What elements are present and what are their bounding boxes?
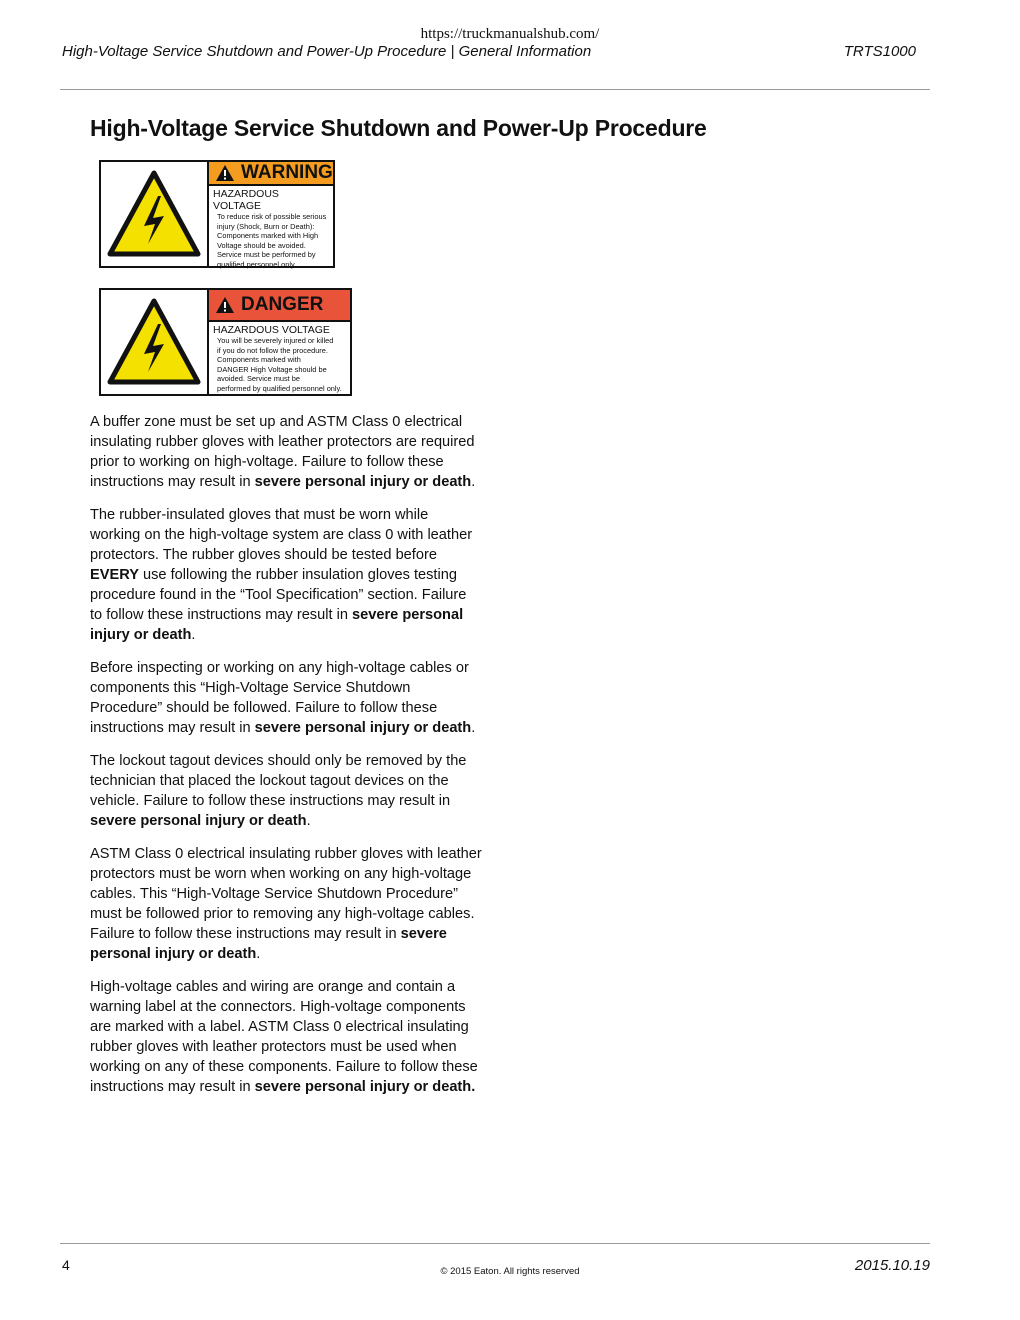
- paragraph-text: .: [191, 627, 196, 643]
- paragraph-text: The rubber-insulated gloves that must be worn while working on the high-voltage system are class 0 with leather protectors. The rubber gloves should be tested before: [90, 507, 473, 563]
- danger-caption: HAZARDOUS VOLTAGE: [213, 324, 330, 336]
- danger-label: DANGER: [241, 294, 324, 315]
- warning-line: qualified personnel only.: [217, 259, 297, 269]
- document-code: TRTS1000: [843, 43, 916, 60]
- paragraph-text: A buffer zone must be set up and ASTM Class 0 electrical insulating rubber gloves with leather protectors are required prior to working on high-voltage. Failure to follow these instructions may result in: [90, 414, 475, 490]
- emphasis: severe personal injury or death: [90, 813, 307, 829]
- emphasis: EVERY: [90, 567, 139, 583]
- warning-text: [209, 212, 333, 270]
- paragraph-text: Before inspecting or working on any high-voltage cables or components this “High-Voltage Service Shutdown Procedure” should be followed. Failure to follow these instructions may result in: [90, 660, 469, 736]
- footer-rule: [60, 1243, 930, 1244]
- paragraph-text: High-voltage cables and wiring are orange and contain a warning label at the connectors. High-voltage components are marked with a label. ASTM Class 0 electrical insulating rubber gloves with leather protectors must be used when working on any of these components. Failure to follow these instructions may result in: [90, 979, 478, 1095]
- paragraph: [90, 751, 482, 831]
- revision-date: 2015.10.19: [854, 1257, 930, 1274]
- paragraph-text: .: [306, 813, 311, 829]
- emphasis: .: [471, 1079, 476, 1095]
- paragraph-text: .: [471, 474, 476, 490]
- page-title: High-Voltage Service Shutdown and Power-Up Procedure: [90, 115, 707, 141]
- paragraph: [90, 658, 482, 738]
- warning-line: Components marked with High: [217, 231, 319, 241]
- source-url[interactable]: https://truckmanualshub.com/: [420, 26, 600, 42]
- warning-line: Service must be performed by: [217, 250, 316, 260]
- paragraph: [90, 505, 482, 645]
- danger-line: performed by qualified personnel only.: [217, 383, 342, 393]
- body-text: [90, 412, 482, 1110]
- paragraph-text: ASTM Class 0 electrical insulating rubber gloves with leather protectors must be worn when working on any high-voltage cables. This “High-Voltage Service Shutdown Procedure” must be followed prior to removing any high-voltage cables. Failure to follow these instructions may result in: [90, 846, 482, 942]
- high-voltage-triangle-icon: [101, 290, 209, 394]
- page-number: 4: [62, 1257, 70, 1273]
- exclamation-triangle-icon: [215, 164, 235, 182]
- emphasis: severe personal injury or death: [254, 1079, 472, 1095]
- danger-line: Components marked with: [217, 355, 301, 365]
- emphasis: severe personal injury or death: [254, 474, 472, 490]
- warning-line: Voltage should be avoided.: [217, 240, 306, 250]
- warning-sign: [99, 160, 335, 268]
- paragraph: [90, 412, 482, 492]
- warning-band: [209, 162, 333, 186]
- paragraph-text: use following the rubber insulation gloves testing procedure found in the “Tool Specification” section. Failure to follow these instructions may result in: [90, 567, 467, 623]
- header-rule: [60, 89, 930, 90]
- copyright: © 2015 Eaton. All rights reserved: [440, 1266, 580, 1277]
- danger-line: avoided. Service must be: [217, 374, 300, 384]
- emphasis: severe personal injury or death: [90, 607, 464, 643]
- warning-label: WARNING: [241, 162, 333, 183]
- exclamation-triangle-icon: [215, 296, 235, 314]
- paragraph: [90, 977, 482, 1097]
- paragraph-text: .: [256, 946, 261, 962]
- paragraph-text: The lockout tagout devices should only be removed by the technician that placed the lockout tagout devices on the vehicle. Failure to follow these instructions may result in: [90, 753, 467, 809]
- danger-line: You will be severely injured or killed: [217, 336, 334, 345]
- warning-line: To reduce risk of possible serious: [217, 212, 327, 221]
- danger-band: [209, 290, 350, 322]
- paragraph-text: .: [471, 720, 476, 736]
- warning-line: injury (Shock, Burn or Death):: [217, 221, 315, 231]
- running-header-title: High-Voltage Service Shutdown and Power-Up Procedure | General Information: [62, 43, 592, 60]
- danger-line: DANGER High Voltage should be: [217, 364, 327, 374]
- high-voltage-triangle-icon: [101, 162, 209, 266]
- danger-text: [209, 336, 350, 394]
- danger-line: if you do not follow the procedure.: [217, 345, 328, 355]
- danger-sign: [99, 288, 352, 396]
- paragraph: [90, 844, 482, 964]
- warning-caption: HAZARDOUS VOLTAGE: [213, 188, 279, 212]
- emphasis: severe personal injury or death: [90, 926, 447, 962]
- emphasis: severe personal injury or death: [254, 720, 472, 736]
